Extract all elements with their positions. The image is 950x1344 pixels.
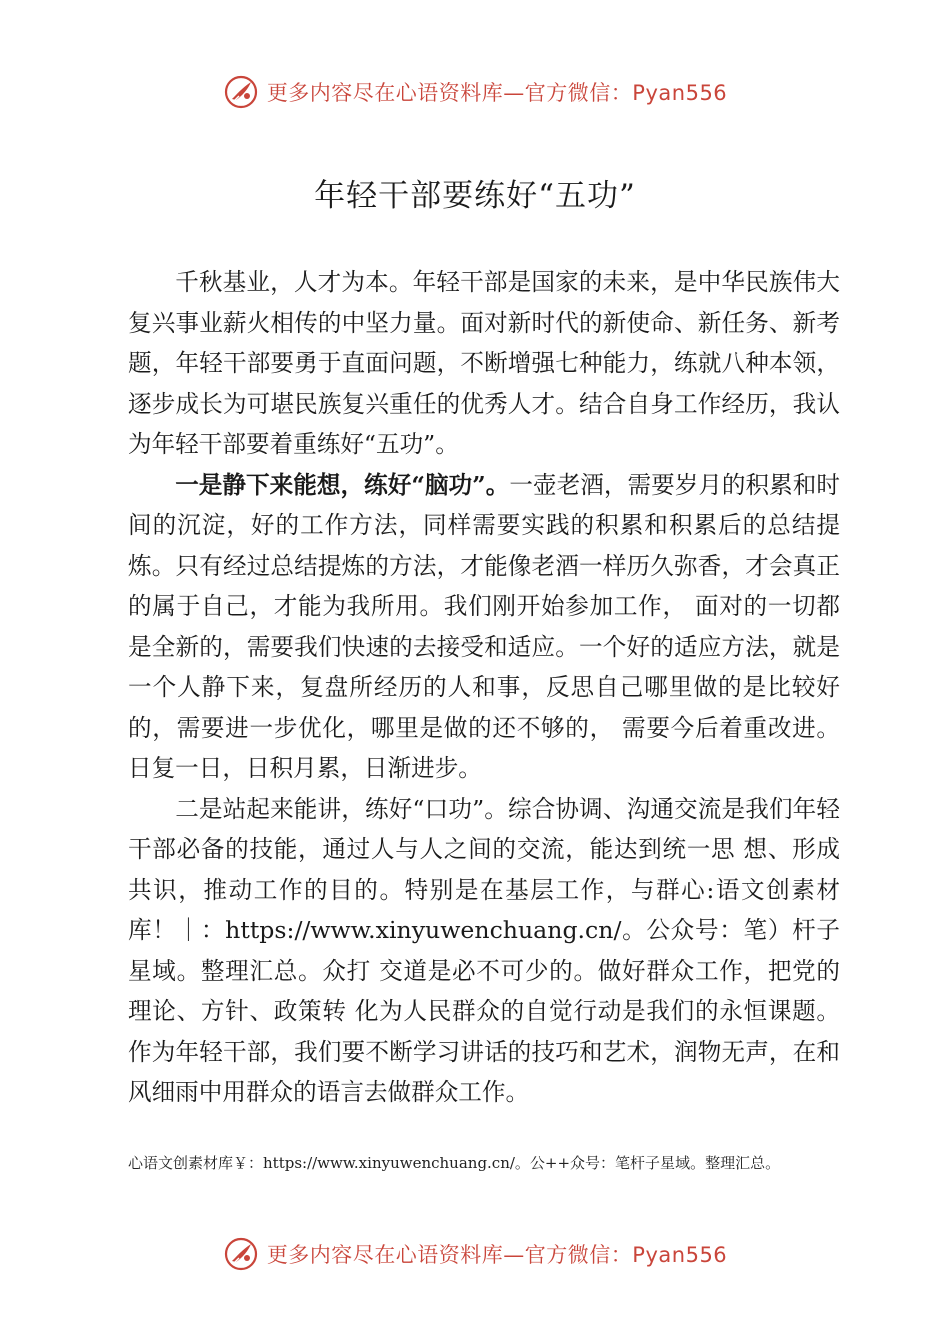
paragraph-intro <box>128 262 840 465</box>
paragraph-text: 一壶老酒，需要岁月的积累和时间的沉淀，好的工作方法，同样需要实践的积累和积累后的总结提炼。只有经过总结提炼的方法，才能像老酒一样历久弥香，才会真正的属于自己，才能为我所用。我们刚开始参加工作， 面对的一切都是全新的，需要我们快速的去接受和适应。一个好的适应方法，就是一个人静下来，复盘所经历的人和事，反思自己哪里做的是比较好的，需要进一步优化，哪里是做的还不够的， 需要今后着重改进。日复一日，日积月累，日渐进步。 <box>128 470 840 782</box>
paragraph-brain-skill <box>128 465 840 789</box>
footer-watermark <box>0 1232 950 1276</box>
quill-seal-icon <box>223 1236 259 1272</box>
quill-seal-icon <box>223 74 259 110</box>
document-title: 年轻干部要练好“五功” <box>314 178 636 214</box>
watermark-text: 更多内容尽在心语资料库—官方微信：Pyan556 <box>266 1243 728 1267</box>
footnote-source: 心语文创素材库￥：https://www.xinyuwenchuang.cn/。公++众号：笔杆子星域。整理汇总。 <box>128 1154 781 1172</box>
paragraph-text: 二是站起来能讲，练好“口功”。综合协调、沟通交流是我们年轻干部必备的技能，通过人与人之间的交流，能达到统一思 想、形成共识，推动工作的目的。特别是在基层工作，与群心:语文创素材库！｜：https://www.xinyuwenchuang.cn/。公众号：笔）杆子星域。整理汇总。众打 交道是必不可少的。做好群众工作，把党的理论、方针、政策转 化为人民群众的自觉行动是我们的永恒课题。作为年轻干部，我们要不断学习讲话的技巧和艺术，润物无声，在和风细雨中用群众的语言去做群众工作。 <box>128 794 840 1106</box>
header-watermark <box>0 70 950 114</box>
paragraph-lead: 一是静下来能想，练好“脑功”。 <box>175 470 510 499</box>
paragraph-text: 千秋基业，人才为本。年轻干部是国家的未来，是中华民族伟大复兴事业薪火相传的中坚力量。面对新时代的新使命、新任务、新考题，年轻干部要勇于直面问题，不断增强七种能力，练就八种本领，逐步成长为可堪民族复兴重任的优秀人才。结合自身工作经历，我认为年轻干部要着重练好“五功”。 <box>128 268 840 458</box>
document-body <box>128 262 840 1113</box>
watermark-text: 更多内容尽在心语资料库—官方微信：Pyan556 <box>266 81 728 105</box>
paragraph-speech-skill <box>128 789 840 1113</box>
